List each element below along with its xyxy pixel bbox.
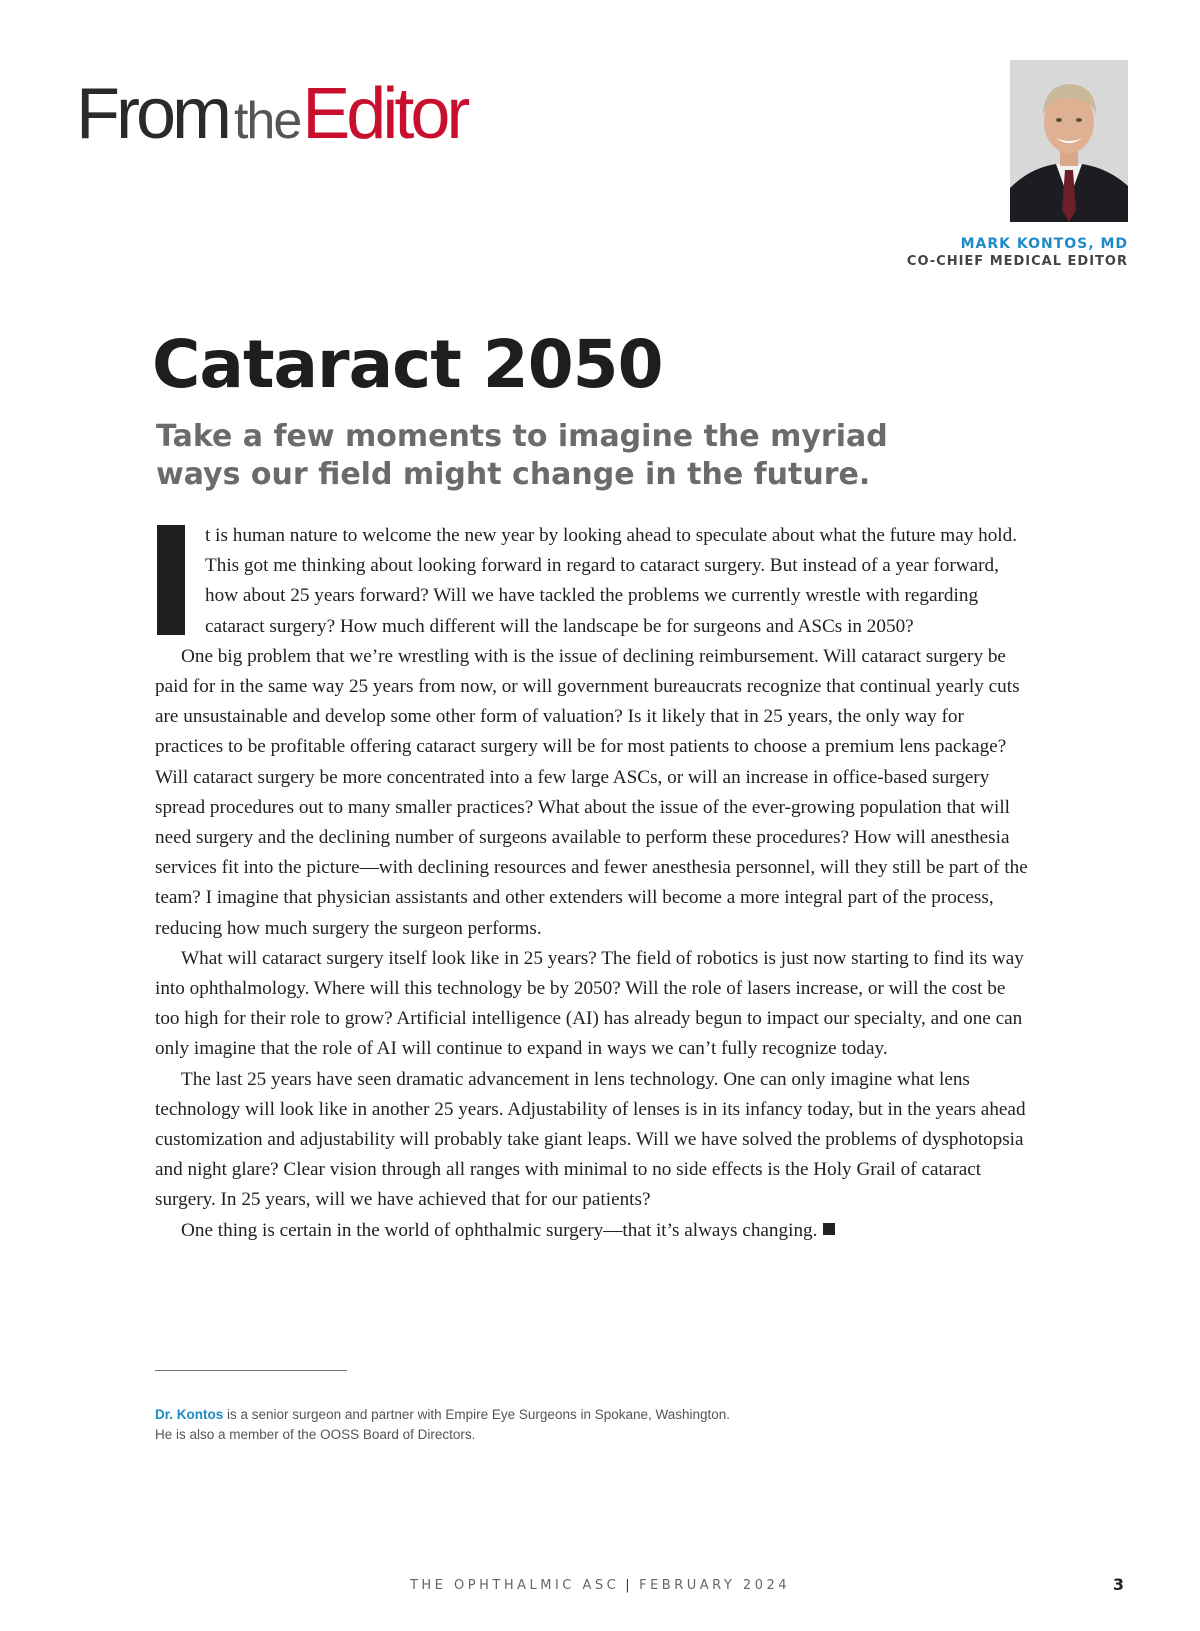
dropcap-letter	[157, 525, 185, 635]
article-body	[155, 521, 1030, 1246]
footnote-text-1: is a senior surgeon and partner with Empire Eye Surgeons in Spokane, Washington.	[223, 1407, 731, 1422]
author-footnote	[155, 1405, 855, 1445]
footnote-author-name: Dr. Kontos	[155, 1407, 224, 1422]
paragraph-1	[155, 521, 1030, 642]
masthead-from: From	[76, 74, 228, 154]
masthead-the: the	[233, 92, 301, 150]
footnote-line-1	[155, 1405, 855, 1425]
paragraph-3: What will cataract surgery itself look like in 25 years? The field of robotics is just now starting to find its way into ophthalmology. Where will this technology be by 2050? Will the role of lasers increase, or will the cost be too high for their role to grow? Artificial intelligence (AI) has already begun to impact our specialty, and one can only imagine that the role of AI will continue to expand in ways we can’t fully recognize today.	[155, 947, 1024, 1060]
end-of-article-mark	[823, 1223, 835, 1235]
author-portrait-image	[1010, 60, 1128, 222]
paragraph-5-text: One thing is certain in the world of ophthalmic surgery—that it’s always changing.	[181, 1219, 818, 1241]
paragraph-2: One big problem that we’re wrestling with is the issue of declining reimbursement. Will cataract surgery be paid for in the same way 25 years from now, or will government bureaucrats recognize that continual yearly cuts are unsustainable and develop some other form of valuation? Is it likely that in 25 years, the only way for practices to be profitable offering cataract surgery will be for most patients to choose a premium lens package? Will cataract surgery be more concentrated into a few large ASCs, or will an increase in office-based surgery spread procedures out to many smaller practices? What about the issue of the ever-growing population that will need surgery and the declining number of surgeons available to perform these procedures? How will anesthesia services fit into the picture—with declining resources and fewer anesthesia personnel, will they still be part of the team? I imagine that physician assistants and other extenders will become a more integral part of the process, reducing how much surgery the surgeon performs.	[155, 645, 1028, 939]
author-photo	[1010, 60, 1128, 222]
footer-publication: THE OPHTHALMIC ASC	[409, 1578, 620, 1593]
footer-separator: |	[625, 1578, 634, 1593]
paragraph-4: The last 25 years have seen dramatic advancement in lens technology. One can only imagine what lens technology will look like in another 25 years. Adjustability of lenses is in its infancy today, but in the years ahead customization and adjustability will probably take giant leaps. Will we have solved the problems of dysphotopsia and night glare? Clear vision through all ranges with minimal to no side effects is the Holy Grail of cataract surgery. In 25 years, will we have achieved that for our patients?	[155, 1068, 1026, 1211]
article-subtitle: Take a few moments to imagine the myriad ways our field might change in the future.	[156, 419, 888, 492]
page-footer	[0, 1578, 1200, 1593]
author-role: CO-CHIEF MEDICAL EDITOR	[906, 254, 1128, 269]
page-number: 3	[1112, 1575, 1124, 1594]
footnote-line-2: He is also a member of the OOSS Board of Directors.	[155, 1427, 476, 1442]
footnote-divider	[155, 1370, 347, 1371]
masthead-editor: Editor	[302, 74, 467, 154]
section-masthead	[76, 74, 467, 154]
paragraph-1-text: t is human nature to welcome the new year by looking ahead to speculate about what the future may hold. This got me thinking about looking forward in regard to cataract surgery. But instead of a year forward, how about 25 years forward? Will we have tackled the problems we currently wrestle with regarding cataract surgery? How much different will the landscape be for surgeons and ASCs in 2050?	[205, 525, 1018, 637]
byline	[907, 235, 1128, 271]
paragraph-5	[155, 1216, 1030, 1246]
footer-date: FEBRUARY 2024	[639, 1578, 791, 1593]
article-title: Cataract 2050	[152, 326, 663, 403]
author-name: MARK KONTOS, MD	[960, 236, 1128, 252]
